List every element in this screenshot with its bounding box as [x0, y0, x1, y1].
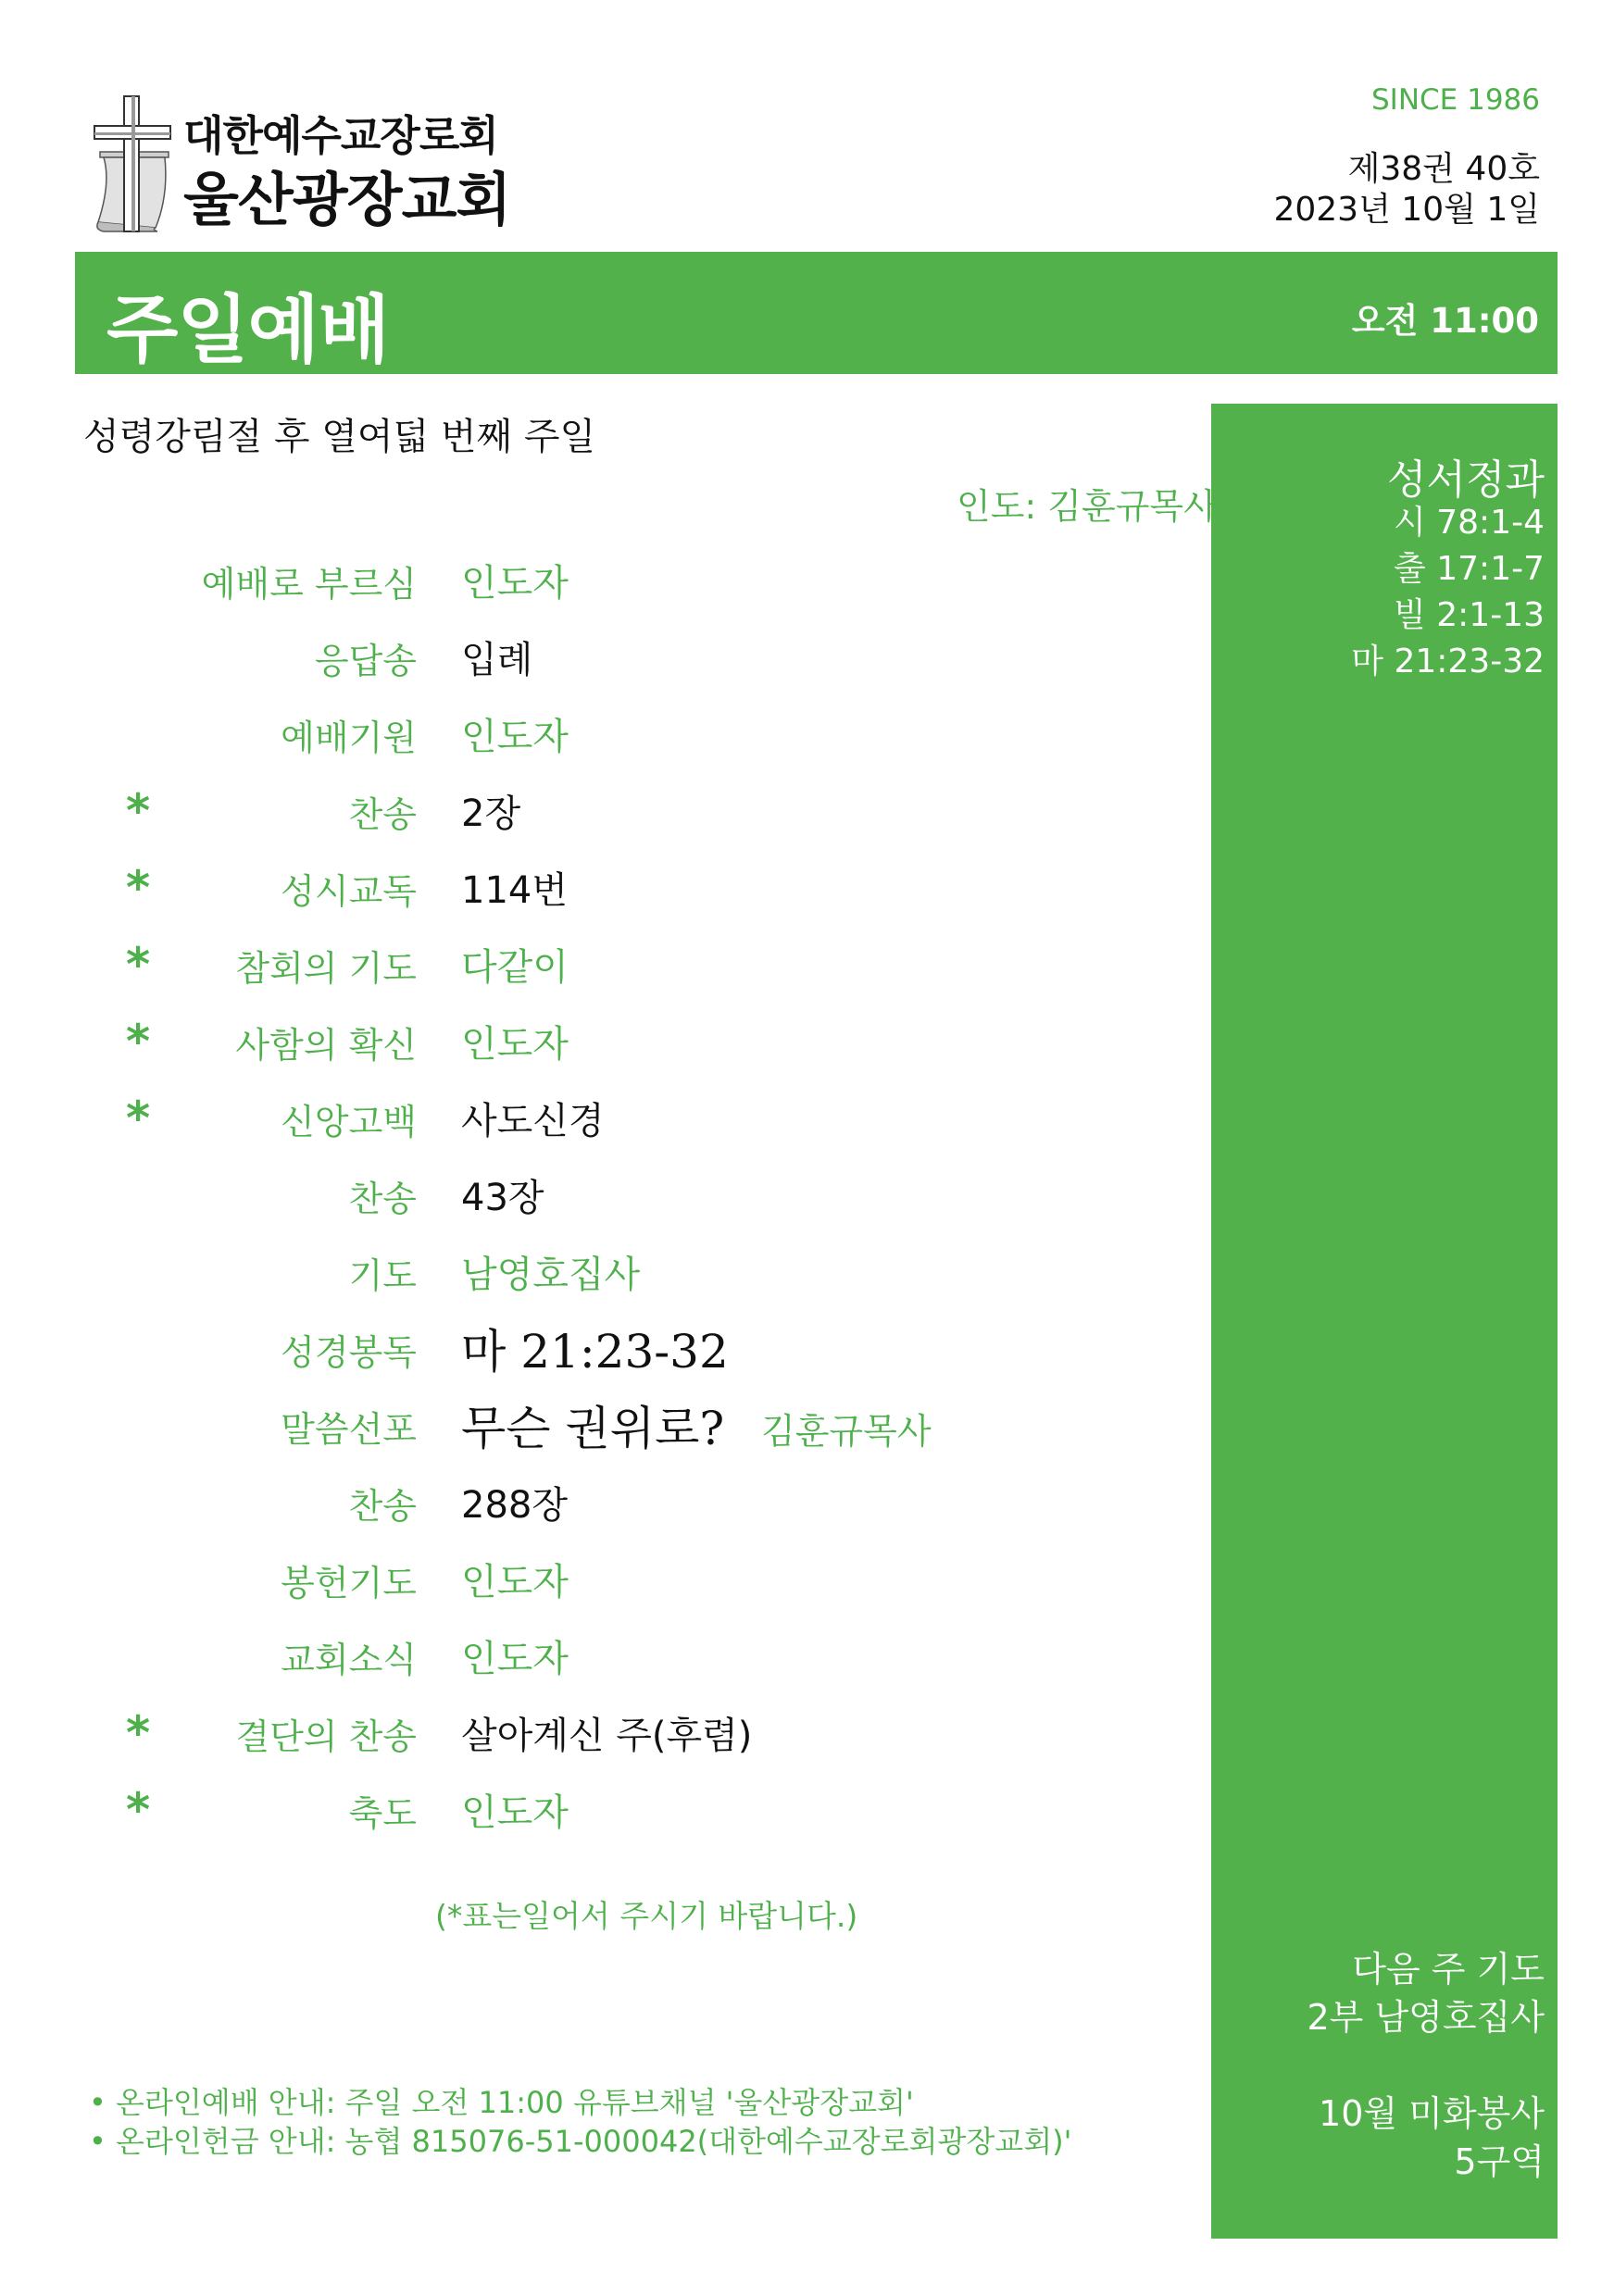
standing-marker: *	[126, 938, 151, 992]
order-item-label: 찬송	[348, 794, 417, 835]
order-item-value: 입례	[461, 639, 533, 681]
order-row	[0, 623, 1204, 701]
lectionary-item: 마 21:23-32	[1351, 643, 1545, 680]
lectionary-list	[1351, 500, 1545, 685]
service-title: 주일예배	[106, 287, 390, 373]
order-row	[0, 777, 1204, 855]
order-item-label: 결단의 찬송	[235, 1716, 417, 1757]
sermon-title: 무슨 권위로?	[461, 1402, 725, 1455]
order-item-label: 기도	[348, 1255, 417, 1296]
order-row	[0, 1161, 1204, 1239]
standing-marker: *	[126, 1783, 151, 1837]
lectionary-item: 출 17:1-7	[1394, 550, 1545, 588]
order-item-label: 예배로 부르심	[201, 564, 417, 605]
order-row	[0, 1468, 1204, 1546]
sidebar-panel	[1211, 404, 1558, 2239]
scripture-reading: 마 21:23-32	[461, 1325, 729, 1379]
title-bar	[75, 252, 1558, 374]
order-item-label: 성경봉독	[281, 1332, 417, 1373]
order-item-value: 인도자	[461, 716, 569, 758]
flower-service-team: 5구역	[1454, 2141, 1545, 2182]
order-item-label: 찬송	[348, 1486, 417, 1527]
online-offering-notice: • 온라인헌금 안내: 농협 815076-51-000042(대한예수교장로회광장교회)'	[89, 2124, 1072, 2159]
service-subtitle: 성령강림절 후 열여덟 번째 주일	[83, 416, 596, 458]
order-item-label: 사함의 확신	[235, 1025, 417, 1066]
order-item-value: 남영호집사	[461, 1254, 641, 1296]
order-item-label: 참회의 기도	[235, 948, 417, 989]
order-item-value: 43장	[461, 1177, 544, 1219]
volume-number: 제38권 40호	[1347, 150, 1540, 188]
order-row	[0, 1776, 1204, 1853]
order-item-label: 찬송	[348, 1179, 417, 1219]
order-item-label: 축도	[348, 1793, 417, 1834]
service-leader: 인도: 김훈규목사	[957, 486, 1218, 527]
order-row	[0, 1007, 1204, 1085]
order-item-value: 인도자	[461, 1023, 569, 1066]
cross-logo-icon	[91, 94, 180, 233]
online-worship-notice: • 온라인예배 안내: 주일 오전 11:00 유튜브채널 '울산광장교회'	[89, 2085, 914, 2120]
flower-service-title: 10월 미화봉사	[1319, 2093, 1545, 2134]
order-row	[0, 930, 1204, 1008]
order-row	[0, 1391, 1204, 1469]
notices	[89, 2083, 1071, 2161]
order-item-value: 288장	[461, 1484, 568, 1527]
order-row	[0, 854, 1204, 931]
order-item-label: 예배기원	[281, 718, 417, 758]
order-row	[0, 1699, 1204, 1777]
order-row	[0, 1315, 1204, 1392]
order-row	[0, 1622, 1204, 1700]
standing-marker: *	[126, 1092, 151, 1145]
standing-note: (*표는일어서 주시기 바랍니다.)	[435, 1898, 858, 1934]
next-prayer-title: 다음 주 기도	[1352, 1949, 1545, 1990]
order-item-value: 2장	[461, 792, 521, 835]
order-item-value: 살아계신 주(후렴)	[461, 1715, 753, 1757]
order-item-label: 응답송	[314, 641, 417, 681]
standing-marker: *	[126, 1706, 151, 1760]
order-item-value: 인도자	[461, 562, 569, 605]
next-prayer-name: 2부 남영호집사	[1307, 1997, 1545, 2038]
order-row	[0, 546, 1204, 624]
order-item-label: 성시교독	[281, 871, 417, 912]
standing-marker: *	[126, 784, 151, 838]
since-label: SINCE 1986	[1371, 83, 1540, 117]
order-row	[0, 1238, 1204, 1316]
order-item-label: 교회소식	[281, 1640, 417, 1680]
order-item-label: 봉헌기도	[281, 1563, 417, 1603]
lectionary-title: 성서정과	[1386, 456, 1545, 504]
order-item-value: 인도자	[461, 1638, 569, 1680]
church-name: 울산광장교회	[183, 166, 511, 233]
order-item-value: 114번	[461, 869, 568, 912]
service-time: 오전 11:00	[1351, 301, 1539, 341]
order-row	[0, 1545, 1204, 1623]
order-item-label: 신앙고백	[281, 1102, 417, 1142]
order-item-value: 사도신경	[461, 1100, 605, 1142]
denomination-name: 대한예수교장로회	[183, 111, 498, 160]
standing-marker: *	[126, 1015, 151, 1068]
preacher-name: 김훈규목사	[761, 1411, 932, 1452]
order-item-value: 인도자	[461, 1791, 569, 1834]
lectionary-item: 빌 2:1-13	[1394, 596, 1545, 634]
standing-marker: *	[126, 861, 151, 915]
order-row	[0, 1084, 1204, 1162]
church-logo	[91, 94, 526, 233]
order-item-value: 인도자	[461, 1561, 569, 1603]
order-row	[0, 700, 1204, 778]
lectionary-item: 시 78:1-4	[1394, 504, 1545, 542]
order-item-value: 다같이	[461, 946, 569, 989]
order-item-label: 말씀선포	[281, 1409, 417, 1450]
bulletin-date: 2023년 10월 1일	[1273, 191, 1540, 229]
